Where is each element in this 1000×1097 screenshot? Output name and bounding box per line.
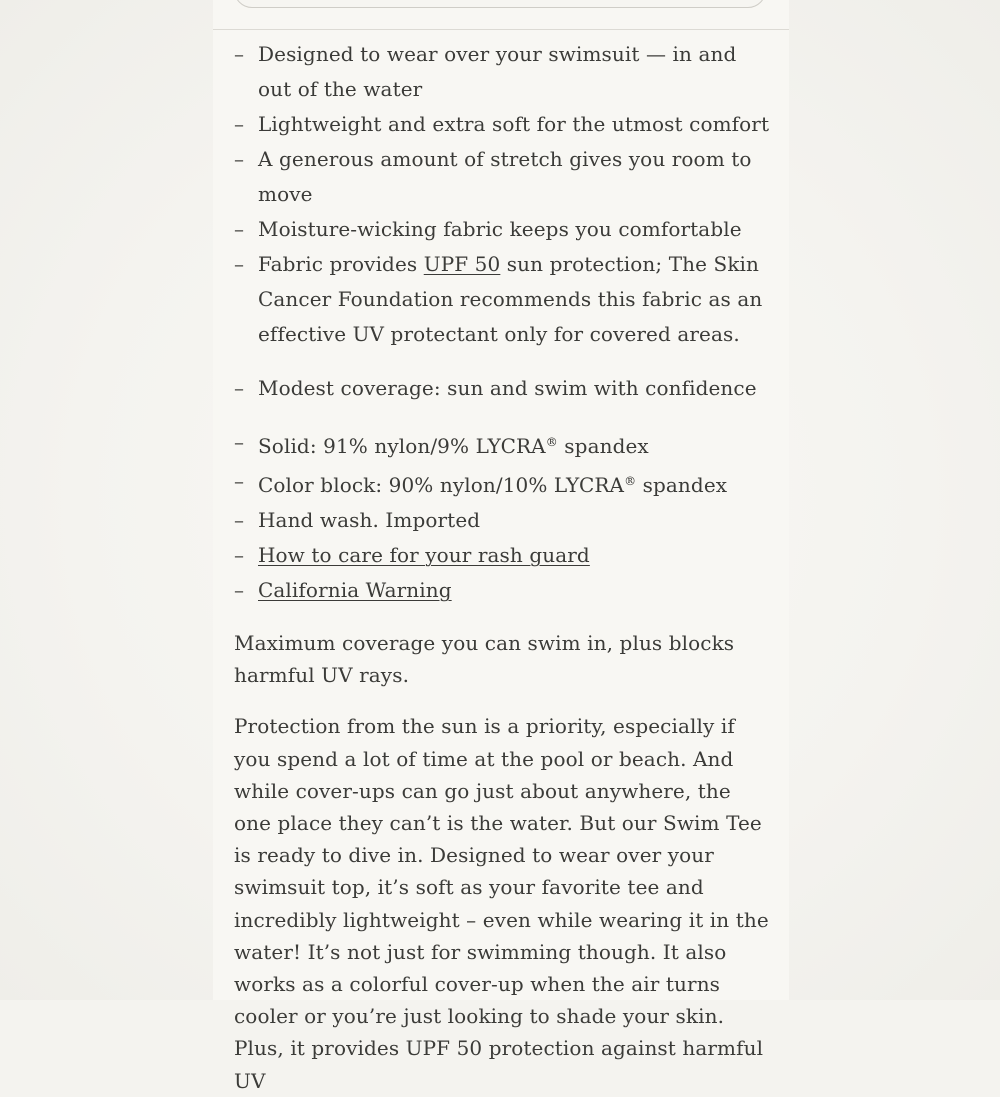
- list-item: [234, 247, 774, 352]
- dash-bullet: –: [234, 543, 245, 567]
- feature-list: [234, 37, 774, 352]
- materials-care-list: [234, 425, 774, 608]
- feature-text: Lightweight and extra soft for the utmost comfort: [258, 112, 770, 136]
- dash-bullet: –: [234, 430, 245, 454]
- list-item: [234, 37, 774, 107]
- list-item: [234, 425, 774, 464]
- summary-paragraph: Maximum coverage you can swim in, plus blocks harmful UV rays.: [234, 631, 735, 688]
- list-item: [234, 107, 774, 142]
- california-warning-link[interactable]: California Warning: [258, 578, 452, 602]
- material-text: Color block: 90% nylon/10% LYCRA: [258, 473, 625, 497]
- list-item: [234, 573, 774, 608]
- dash-bullet: –: [234, 376, 245, 400]
- registered-mark: ®: [545, 435, 558, 449]
- select-button-partial[interactable]: [234, 0, 766, 8]
- dash-bullet: –: [234, 42, 245, 66]
- dash-bullet: –: [234, 578, 245, 602]
- list-item: [234, 142, 774, 212]
- feature-text: A generous amount of stretch gives you room to move: [258, 147, 752, 206]
- feature-text: Fabric provides: [258, 252, 424, 276]
- dash-bullet: –: [234, 508, 245, 532]
- feature-text: sun protection; The Skin Cancer Foundation recommends this fabric as an effective UV protectant only for covered areas.: [258, 252, 763, 346]
- coverage-text: Modest coverage: sun and swim with confidence: [258, 376, 757, 400]
- material-suffix: spandex: [557, 434, 649, 458]
- list-item: [234, 538, 774, 573]
- dash-bullet: –: [234, 469, 245, 493]
- list-item: [234, 212, 774, 247]
- coverage-list: [234, 371, 774, 406]
- product-details-panel: [213, 0, 789, 1093]
- product-description: [234, 37, 774, 1097]
- dash-bullet: –: [234, 112, 245, 136]
- list-item: [234, 464, 774, 503]
- list-item: [234, 371, 774, 406]
- upf-50-link[interactable]: UPF 50: [423, 252, 501, 276]
- feature-text: Moisture-wicking fabric keeps you comfortable: [258, 217, 742, 241]
- dash-bullet: –: [234, 147, 245, 171]
- care-guide-link[interactable]: How to care for your rash guard: [258, 543, 590, 567]
- dash-bullet: –: [234, 252, 245, 276]
- care-text: Hand wash. Imported: [258, 508, 481, 532]
- feature-text: Designed to wear over your swimsuit — in and out of the water: [258, 42, 737, 101]
- material-text: Solid: 91% nylon/9% LYCRA: [258, 434, 546, 458]
- description-paragraph: Protection from the sun is a priority, especially if you spend a lot of time at the pool or beach. And while cover-ups can go just about anywhere, the one place they can’t is the water. But our Swim Tee is ready to dive in. Designed to wear over your swimsuit top, it’s soft as your favorite tee and incredibly lightweight – even while wearing it in the water! It’s not just for swimming though. It also works as a colorful cover-up when the air turns cooler or you’re just looking to shade your skin. Plus, it provides UPF 50 protection against harmful UV: [234, 714, 769, 1093]
- dash-bullet: –: [234, 217, 245, 241]
- list-item: [234, 503, 774, 538]
- section-divider: [213, 29, 789, 30]
- material-suffix: spandex: [636, 473, 728, 497]
- registered-mark: ®: [624, 474, 637, 488]
